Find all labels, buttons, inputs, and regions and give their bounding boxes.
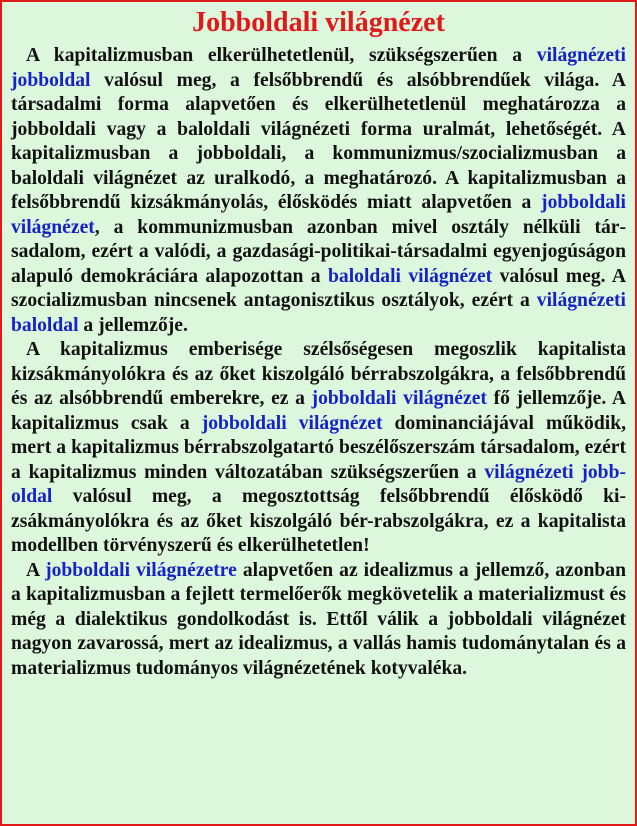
highlighted-term: világnézeti baloldal [11, 290, 626, 336]
highlighted-term: jobboldali világnézet [11, 192, 626, 238]
highlighted-term: jobboldali világnézet [201, 412, 383, 434]
article-title: Jobboldali világnézet [192, 7, 445, 38]
highlighted-term: jobboldali világnézetre [45, 559, 237, 581]
text-run: A [26, 559, 46, 581]
text-run: alapvetően az idealizmus a jellemző, azonban a kapitalizmusban a fejlett termelőerők megkövetelik a materializmust és még a dialektikus gondolkodást is. Ettől válik a jobboldali világnézet nagyon zavarossá, mert az idealizmus, a vallás hamis tudománytalan és a materializmus tudományos világnézetének kotyvaléka. [11, 559, 627, 679]
paragraph-1 [11, 44, 626, 338]
text-run: valósul meg. A szocializmusban nincsenek antagonisztikus osztályok, ezért a [11, 265, 627, 311]
text-run: valósul meg, a megosztottság felsőbbrendű élősködő kizsákmányolókra és az őket kiszolgáló bér-rabszolgákra, ez a kapitalista modellben törvényszerű és elkerülhetetlen! [11, 486, 626, 556]
highlighted-term: jobboldali világnézet [311, 388, 487, 409]
text-run: A kapitalizmus emberisége szélsőségesen megoszlik kapitalista kizsákmányolókra és az őket kiszolgáló bérrabszolgákra, a felsőbbrendű és az alsóbbrendű emberekre, ez a [11, 339, 626, 409]
text-run: a jellemzője. [78, 314, 188, 336]
text-run: , a kommunizmusban azonban mivel osztály nélküli társadalom, ezért a valódi, a gazdasági-politikai-társadalmi egyenjogúságon alapuló demokráciára alapozottan a [11, 216, 626, 287]
paragraph-2 [11, 338, 626, 559]
paragraph-3 [11, 559, 626, 682]
text-run: fő jellemzője. A kapitalizmus csak a [11, 388, 626, 434]
highlighted-term: baloldali világnézet [328, 265, 493, 287]
text-run: dominanciájával működik, mert a kapitalizmus bérrabszolgatartó beszélőszerszám társadalom, ezért a kapitalizmus minden változatában szükségszerűen a [11, 412, 626, 483]
text-run: valósul meg, a felsőbbrendű és alsóbbrendűek világa. A társadalmi forma alapvetően és elkerülhetetlenül meghatározza a jobboldali vagy a baloldali világnézeti forma uralmát, lehetőségét. A kapitalizmusban a jobboldali, a kommunizmus/szocializmusban a baloldali világnézet az uralkodó, a meghatározó. A kapitalizmusban a felsőbbrendű kizsákmányolás, élősködés miatt alapvetően a [11, 69, 626, 213]
highlighted-term: világnézeti jobboldal [11, 45, 626, 91]
article-body [2, 40, 635, 681]
highlighted-term: világnézeti jobboldal [11, 461, 626, 507]
text-run: A kapitalizmusban elkerülhetetlenül, szükségszerűen a [26, 45, 537, 66]
